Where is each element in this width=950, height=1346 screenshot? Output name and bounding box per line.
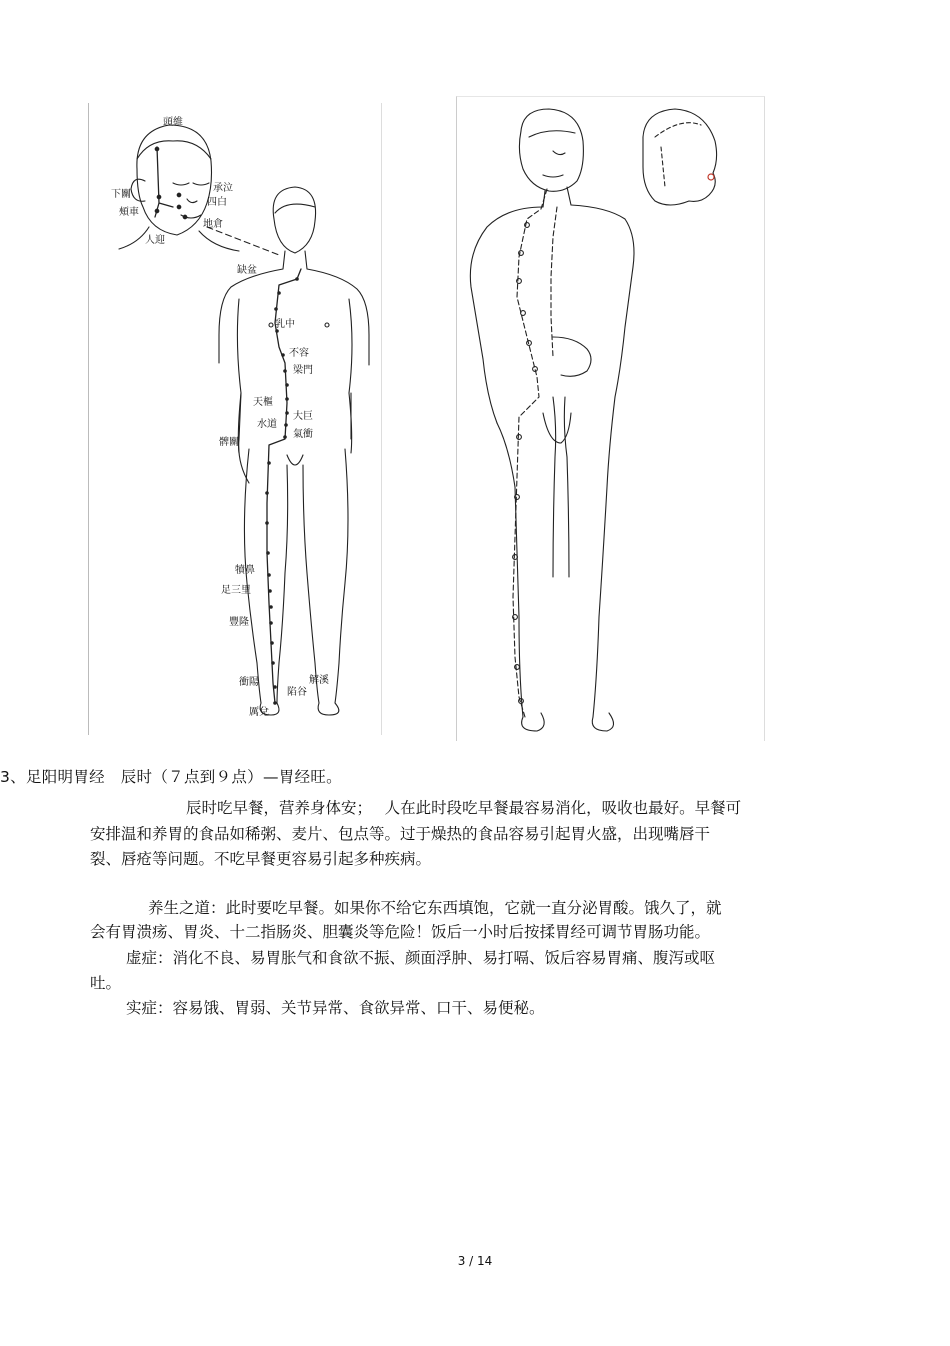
acupoint-label: 陷谷	[287, 687, 307, 698]
acupoint-label: 頰車	[119, 207, 139, 218]
acupoint-label: 水道	[257, 419, 277, 430]
acupoint-label: 承泣	[213, 183, 233, 194]
paragraph-line: 会有胃溃疡、胃炎、十二指肠炎、胆囊炎等危险！饭后一小时后按揉胃经可调节胃肠功能。	[90, 923, 711, 941]
acupoint-label: 氣衝	[293, 429, 313, 440]
acupoint-label: 厲兌	[249, 707, 269, 718]
acupoint-label: 不容	[289, 348, 309, 359]
acupoint-label: 梁門	[293, 365, 313, 376]
paragraph-line: 吐。	[90, 974, 122, 992]
paragraph-line: 虚症：消化不良、易胃胀气和食欲不振、颜面浮肿、易打嗝、饭后容易胃痛、腹泻或呕	[126, 949, 716, 967]
acupoint-label: 衝陽	[239, 677, 259, 688]
acupoint-label: 犢鼻	[235, 565, 255, 576]
paragraph-line: 实症：容易饿、胃弱、关节异常、食欲异常、口干、易便秘。	[126, 999, 545, 1017]
acupoint-label: 足三里	[221, 585, 251, 596]
acupoint-body-drawing	[89, 103, 381, 735]
stomach-meridian-pathway-figure	[456, 96, 765, 741]
acupoint-label: 髀關	[219, 437, 239, 448]
section-heading: 3、足阳明胃经 辰时（７点到９点）—胃经旺。	[0, 768, 342, 786]
paragraph-line: 辰时吃早餐，营养身体安； 人在此时段吃早餐最容易消化，吸收也最好。早餐可	[186, 799, 742, 817]
acupoint-label: 缺盆	[237, 265, 257, 276]
acupoint-label: 下關	[111, 189, 131, 200]
paragraph-line: 安排温和养胃的食品如稀粥、麦片、包点等。过于燥热的食品容易引起胃火盛，出现嘴唇干	[90, 825, 711, 843]
acupoint-label: 四白	[207, 197, 227, 208]
page-number: 3 / 14	[457, 1254, 493, 1268]
stomach-meridian-acupoint-figure	[88, 103, 382, 735]
acupoint-label: 人迎	[145, 235, 165, 246]
paragraph-line: 养生之道：此时要吃早餐。如果你不给它东西填饱，它就一直分泌胃酸。饿久了，就	[148, 899, 722, 917]
acupoint-label: 豐隆	[229, 617, 249, 628]
acupoint-label: 頭維	[163, 117, 183, 128]
acupoint-label: 大巨	[293, 411, 313, 422]
acupoint-label: 乳中	[275, 319, 295, 330]
acupoint-label: 地倉	[203, 219, 223, 230]
meridian-pathway-drawing	[457, 97, 764, 741]
paragraph-line: 裂、唇疮等问题。不吃早餐更容易引起多种疾病。	[90, 850, 432, 868]
acupoint-label: 天樞	[253, 397, 273, 408]
acupoint-label: 解溪	[309, 675, 329, 686]
